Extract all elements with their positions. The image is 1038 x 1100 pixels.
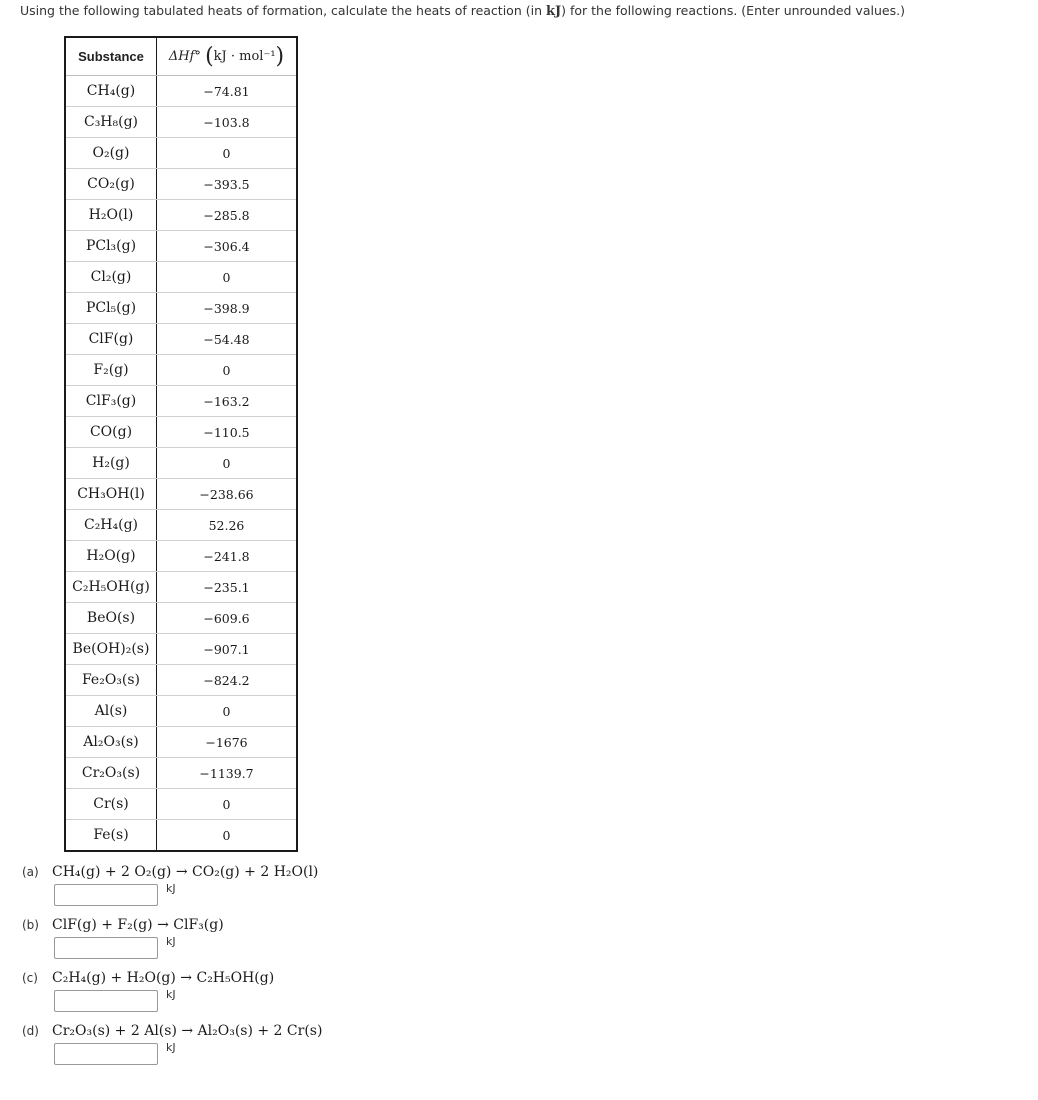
table-row <box>66 510 296 541</box>
unit-label: kJ <box>166 935 176 948</box>
enthalpy-value-cell: −74.81 <box>157 76 297 107</box>
enthalpy-value-cell: 52.26 <box>157 510 297 541</box>
table-header-row <box>66 38 296 76</box>
reaction-equation: CH₄(g) + 2 O₂(g) → CO₂(g) + 2 H₂O(l) <box>52 864 319 880</box>
instructions-before: Using the following tabulated heats of formation, calculate the heats of reaction (in <box>20 3 546 18</box>
enthalpy-value-cell: −393.5 <box>157 169 297 200</box>
substance-cell: Cr₂O₃(s) <box>66 758 157 789</box>
header-enthalpy: ΔHf° (kJ · mol⁻¹) <box>157 38 297 76</box>
table-row <box>66 789 296 820</box>
answer-row <box>54 882 176 908</box>
enthalpy-value-cell: −285.8 <box>157 200 297 231</box>
part-label: (c) <box>22 971 38 985</box>
part-label: (b) <box>22 918 39 932</box>
part-c <box>22 968 622 1021</box>
part-label: (d) <box>22 1024 39 1038</box>
answer-row <box>54 988 176 1014</box>
substance-cell: O₂(g) <box>66 138 157 169</box>
enthalpy-value-cell: −1676 <box>157 727 297 758</box>
reaction-parts <box>22 862 622 1074</box>
enthalpy-value-cell: 0 <box>157 789 297 820</box>
substance-cell: ClF₃(g) <box>66 386 157 417</box>
part-b <box>22 915 622 968</box>
substance-cell: BeO(s) <box>66 603 157 634</box>
enthalpy-value-cell: −235.1 <box>157 572 297 603</box>
table-row <box>66 572 296 603</box>
table-row <box>66 448 296 479</box>
enthalpy-value-cell: 0 <box>157 262 297 293</box>
enthalpy-value-cell: −103.8 <box>157 107 297 138</box>
table-row <box>66 324 296 355</box>
enthalpy-value-cell: −110.5 <box>157 417 297 448</box>
part-c-question <box>22 970 274 986</box>
table-row <box>66 820 296 851</box>
enthalpy-value-cell: 0 <box>157 138 297 169</box>
table-row <box>66 107 296 138</box>
table-row <box>66 758 296 789</box>
enthalpy-value-cell: 0 <box>157 820 297 851</box>
enthalpy-value-cell: 0 <box>157 696 297 727</box>
enthalpy-value-cell: −163.2 <box>157 386 297 417</box>
enthalpy-value-cell: −54.48 <box>157 324 297 355</box>
instructions-text <box>20 3 905 19</box>
enthalpy-value-cell: −824.2 <box>157 665 297 696</box>
part-a <box>22 862 622 915</box>
answer-input-b[interactable] <box>54 937 158 959</box>
enthalpy-value-cell: −609.6 <box>157 603 297 634</box>
unit-label: kJ <box>166 882 176 895</box>
substance-cell: Be(OH)₂(s) <box>66 634 157 665</box>
substance-cell: F₂(g) <box>66 355 157 386</box>
enthalpy-value-cell: 0 <box>157 448 297 479</box>
heats-table <box>66 38 296 850</box>
table-row <box>66 262 296 293</box>
instructions-unit: kJ <box>545 4 562 19</box>
part-a-question <box>22 864 318 880</box>
substance-cell: C₃H₈(g) <box>66 107 157 138</box>
table-row <box>66 634 296 665</box>
part-label: (a) <box>22 865 39 879</box>
table-body <box>66 76 296 851</box>
heats-of-formation-table <box>64 36 298 852</box>
enthalpy-value-cell: 0 <box>157 355 297 386</box>
part-b-question <box>22 917 224 933</box>
substance-cell: C₂H₄(g) <box>66 510 157 541</box>
table-row <box>66 541 296 572</box>
header-substance: Substance <box>66 38 157 76</box>
answer-input-a[interactable] <box>54 884 158 906</box>
substance-cell: PCl₃(g) <box>66 231 157 262</box>
table-row <box>66 479 296 510</box>
unit-label: kJ <box>166 1041 176 1054</box>
substance-cell: H₂O(g) <box>66 541 157 572</box>
substance-cell: Cl₂(g) <box>66 262 157 293</box>
enthalpy-value-cell: −398.9 <box>157 293 297 324</box>
substance-cell: CH₄(g) <box>66 76 157 107</box>
substance-cell: Fe(s) <box>93 827 129 843</box>
table-row <box>66 169 296 200</box>
substance-cell: H₂(g) <box>66 448 157 479</box>
substance-cell: CO(g) <box>66 417 157 448</box>
part-d-question <box>22 1023 322 1039</box>
reaction-equation: C₂H₄(g) + H₂O(g) → C₂H₅OH(g) <box>52 970 275 986</box>
table-row <box>66 293 296 324</box>
reaction-equation: Cr₂O₃(s) + 2 Al(s) → Al₂O₃(s) + 2 Cr(s) <box>52 1023 323 1039</box>
substance-cell: H₂O(l) <box>66 200 157 231</box>
part-d <box>22 1021 622 1074</box>
table-row <box>66 665 296 696</box>
answer-input-d[interactable] <box>54 1043 158 1065</box>
header-unit: kJ · mol⁻¹ <box>213 49 276 64</box>
table-row <box>66 603 296 634</box>
answer-input-c[interactable] <box>54 990 158 1012</box>
enthalpy-value-cell: −241.8 <box>157 541 297 572</box>
substance-cell: Al₂O₃(s) <box>66 727 157 758</box>
table-row <box>66 138 296 169</box>
table-row <box>66 231 296 262</box>
substance-cell: PCl₅(g) <box>66 293 157 324</box>
table-row <box>66 200 296 231</box>
substance-cell: Cr(s) <box>66 789 157 820</box>
answer-row <box>54 935 176 961</box>
unit-label: kJ <box>166 988 176 1001</box>
substance-cell: ClF(g) <box>66 324 157 355</box>
table-row <box>66 386 296 417</box>
header-symbol: ΔHf° <box>168 49 201 64</box>
table-row <box>66 76 296 107</box>
enthalpy-value-cell: −306.4 <box>157 231 297 262</box>
table-row <box>66 727 296 758</box>
substance-cell: Al(s) <box>66 696 157 727</box>
enthalpy-value-cell: −238.66 <box>157 479 297 510</box>
answer-row <box>54 1041 176 1067</box>
substance-cell: Fe₂O₃(s) <box>66 665 157 696</box>
table-row <box>66 355 296 386</box>
substance-cell: CH₃OH(l) <box>66 479 157 510</box>
table-row <box>66 696 296 727</box>
enthalpy-value-cell: −907.1 <box>157 634 297 665</box>
table-row <box>66 417 296 448</box>
instructions-after: ) for the following reactions. (Enter unrounded values.) <box>561 3 905 18</box>
substance-cell: CO₂(g) <box>66 169 157 200</box>
substance-cell: C₂H₅OH(g) <box>66 572 157 603</box>
reaction-equation: ClF(g) + F₂(g) → ClF₃(g) <box>52 917 224 933</box>
enthalpy-value-cell: −1139.7 <box>157 758 297 789</box>
